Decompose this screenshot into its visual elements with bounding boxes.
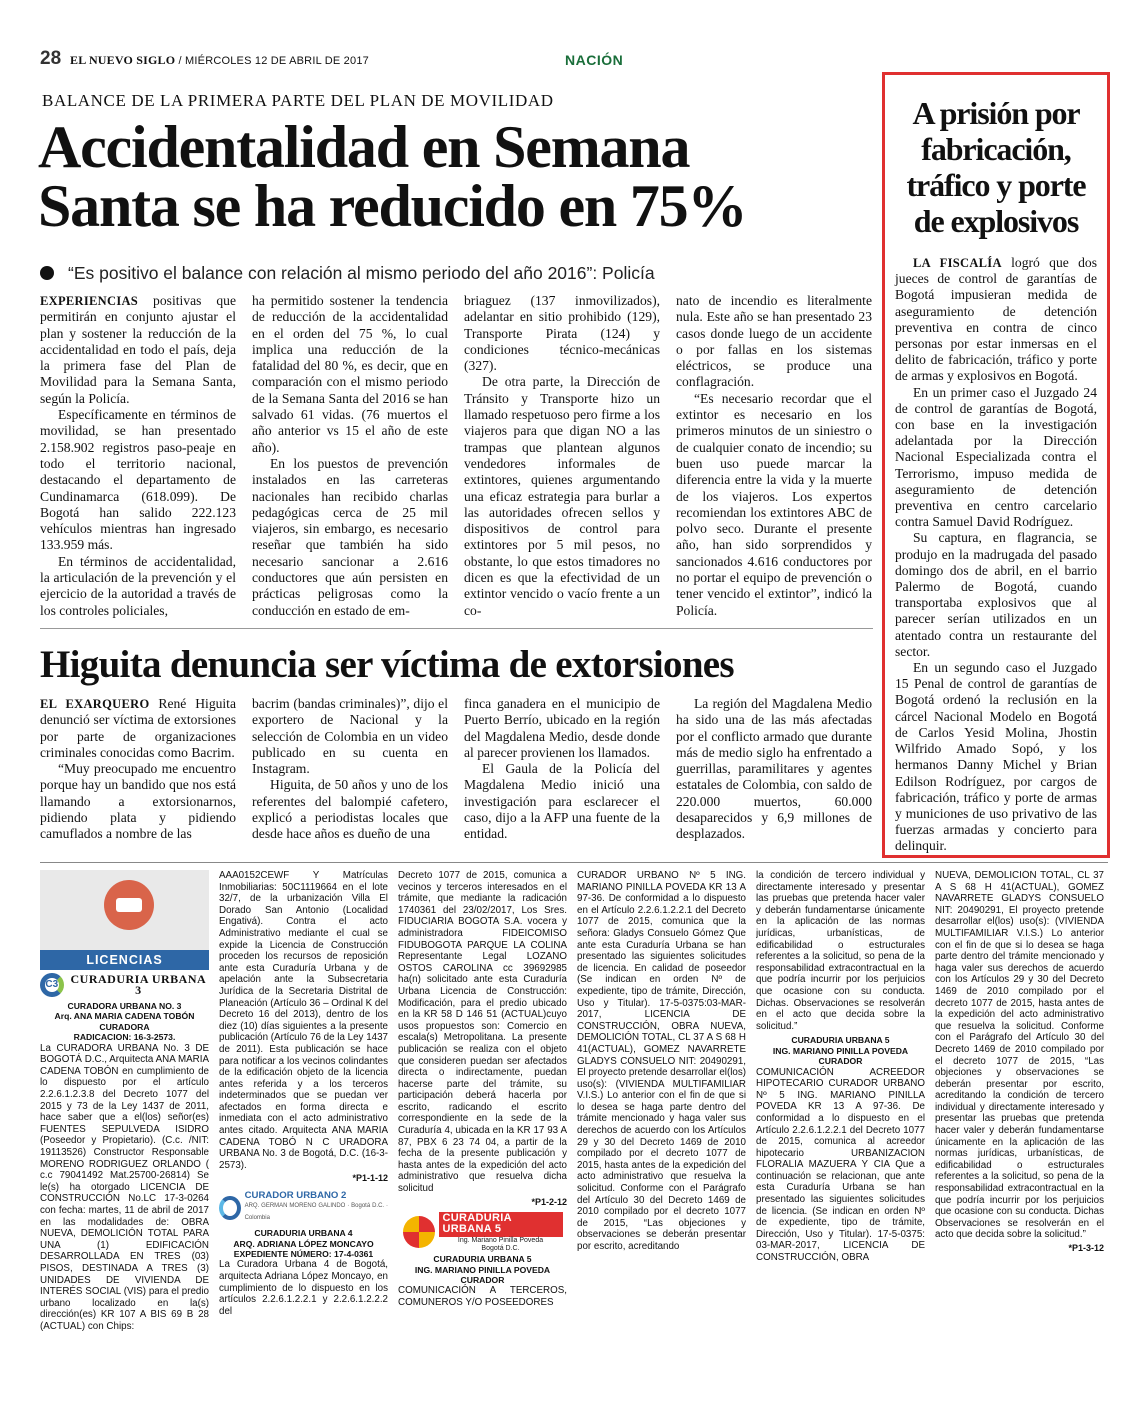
lead-word: LA FISCALÍA [913,256,1002,270]
article2-column-3: finca ganadera en el municipio de Puerto Berrío, ubicado en la región del Magdalena Medio, desde donde al parecer provienen los llamados. El Gaula de la Policía del Magdalena Medio inició una investigación para esclarecer el caso, dijo a la AFP una fuente de la entidad. [464,696,660,842]
article1-kicker: BALANCE DE LA PRIMERA PARTE DEL PLAN DE MOVILIDAD [42,91,554,110]
publication-name: EL NUEVO SIGLO / MIÉRCOLES 12 DE ABRIL DE 2017 [70,53,369,67]
publication-date: / MIÉRCOLES 12 DE ABRIL DE 2017 [175,55,369,67]
licencias-label: LICENCIAS [40,950,209,970]
concrete-mixer-icon [104,880,154,930]
curaduria-5-logo: CURADURIA URBANA 5 Ing. Mariano Pinilla Poveda Bogotá D.C. [403,1214,563,1250]
licencias-banner [40,870,209,950]
bullet-icon [40,266,54,280]
article1-subtitle: “Es positivo el balance con relación al mismo periodo del año 2016”: Policía [40,263,860,284]
sidebar-body: LA FISCALÍA logró que dos jueces de control de garantías de Bogotá impusieran medida de aseguramiento de detención preventiva en contra de cinco personas por estar inmersas en el delito de fabricación, tráfico y porte de armas y explosivos en Bogotá. En un primer caso el Juzgado 24 de control de garantías de Bogotá, con base en la investigación adelantada por la Dirección Nacional Especializada contra el Terrorismo, impuso medida de aseguramiento de detención preventiva en centro carcelario contra Samuel David Rodríguez. Su captura, en flagrancia, se produjo en la madrugada del pasado domingo dos de abril, en el barrio Palermo de Bogotá, cuando transportaba explosivos que al parecer serían utilizados en un atentado contra un restaurante del sector. En un segundo caso el Juzgado 15 Penal de control de garantías de Bogotá ordenó la reclusión en la cárcel Nacional Modelo en Bogotá de Carlos Yesid Molina, Jhostin Wilfrido Amado Sopó, y los hermanos Danny Michel y Brian Edilson Rodríguez, por cargos de fabricación, tráfico y porte de armas y municiones de uso privativo de las fuerzas armadas y concierto para delinquir. [895,255,1097,854]
lead-word: EXPERIENCIAS [40,294,139,308]
c5-logo-icon [403,1216,435,1248]
section-label: NACIÓN [565,52,624,68]
article1-column-1: EXPERIENCIAS positivas que permitirán en conjunto ajustar el plan y sostener la reducción de la accidentalidad en todo el país, deja la primera fase del Plan de Movilidad para la Semana Santa, según la Policía. Específicamente en términos de movilidad, se han presentado 2.158.902 registros paso-peaje en todo el territorio nacional, destacando el departamento de Cundinamarca (618.099). De Bogotá han salido 222.123 vehículos mientras han ingresado 133.959 más. En términos de accidentalidad, la articulación de la prevención y el ejercicio de la autoridad a través de los controles policiales, [40,293,236,618]
article1-column-4: nato de incendio es literalmente nula. Este año se han presentado 23 casos donde luego de un accidente o por fallas en los sistemas eléctricos, se produce una conflagración. “Es necesario recordar que el extintor es necesario en los primeros minutos de un siniestro o de cualquier conato de incendio; su buen uso puede marcar la diferencia entre la vida y la muerte de los viajeros. Los expertos recomiendan los extintores ABC de polvo seco. Durante el presente año, han sido sorprendidos y sancionados 4.616 conductores por no portar el equipo de prevención o tener vencido el extintor”, indicó la Policía. [676,293,872,618]
article1-column-3: briaguez (137 inmovilizados), adelantar en sitio prohibido (129), Transporte Pirata (124) y condiciones técnico-mecánicas (327). De otra parte, la Dirección de Tránsito y Transporte hizo un llamado respetuoso pero firme a los viajeros para que digan NO a las trampas que plantean algunos vendedores informales de extintores, quienes argumentando una eficaz estrategia para burlar a las autoridades ofrecen sellos y dispositivos de control para extintores por 5 mil pesos, no obstante, lo que estos timadores no dicen es que la efectividad de un extintor vencido o vacío frente a un co- [464,293,660,618]
article2-body [40,696,872,843]
legal-column-4: CURADOR URBANO Nº 5 ING. MARIANO PINILLA POVEDA KR 13 A 97-36. De conformidad a lo dispuesto en el Artículo 2.2.6.1.2.2.1 del Decreto 1077 de 2015, comunica que la señora: Gladys Consuelo Gómez Que ante esta Curaduría Urbana se han presentado las siguientes solicitudes de licencia. En calidad de poseedor (Se indican en orden Nº de expediente, tipo de trámite, Dirección, Uso y Titular). 17-5-0375:03-MAR-2017, LICENCIA DE CONSTRUCCIÓN, OBRA NUEVA, DEMOLICIÓN TOTAL, CL 37 A S 68 H 41(ACTUAL), GOMEZ NAVARRETE GLADYS CONSUELO NIT: 20490291, El proyecto pretende desarrollar el(los) uso(s): (VIVIENDA MULTIFAMILIAR V.I.S.) Lo anterior con el fin de que si lo desea se haga parte dentro del trámite mencionado y haga valer sus derechos de acuerdo con los Artículos 29 y 30 del Decreto 1469 de 2010 compilado por el decreto 1077 de 2015, hasta antes de la expedición del acto administrativo que resuelva la solicitud. Conforme con el Parágrafo del Artículo 30 del Decreto 1469 de 2010 compilado por el decreto 1077 de 2015, “Las objeciones y observaciones se deberán presentar por escrito, acreditando [577,870,746,1252]
article2-column-4: La región del Magdalena Medio ha sido una de las más afectadas por el conflicto armado que durante más de medio siglo ha enfrentado a guerrillas, paramilitares y agentes estatales de Colombia, con saldo de 220.000 muertos, 60.000 desaparecidos y 6,9 millones de desplazados. [676,696,872,842]
sidebar-headline: A prisión por fabricación, tráfico y porte de explosivos [906,95,1086,239]
article2-headline: Higuita denuncia ser víctima de extorsiones [40,643,734,686]
page-header [40,48,1105,74]
article1-body [40,293,872,619]
lead-word: EL EXARQUERO [40,697,150,711]
legal-column-1: LICENCIAS C3 CURADURIA URBANA 3 CURADORA URBANA NO. 3 Arq. ANA MARIA CADENA TOBÓN CURADORA RADICACION: 16-3-2573. La CURADORA URBANA No. 3 DE BOGOTÁ D.C., Arquitecta ANA MARIA CADENA TOBÓN en cumplimiento de lo dispuesto por el artículo 2.2.6.1.2.3.8 del Decreto 1077 del 2015 y 73 de la Ley 1437 de 2011, hace saber que a el(los) señor(es) FUENTES SEPULVEDA ISIDRO (Poseedor y Propietario). (C.c. /NIT: 19113526) Constructor Responsable MORENO RODRIGUEZ ORLANDO ( c.c 79041492 Mat.25700-26814) Se le(s) ha otorgado LICENCIA DE CONSTRUCCIÓN No.LC 17-3-0264 con fecha: martes, 11 de abril de 2017 en las modalidades de: OBRA NUEVA, DEMOLICIÓN TOTAL PARA UNA (1) EDIFICACIÓN DESARROLLADA EN TRES (03) PISOS, DESTINADA A TRES (3) UNIDADES DE VIVIENDA DE INTERÉS SOCIAL (VIS) para el predio urbano localizado en la(s) dirección(es) KR 107 A BIS 69 B 28 (ACTUAL) con Chips: [40,870,209,1386]
article-divider [40,628,873,629]
legal-notices [40,870,1108,1386]
legal-column-6: NUEVA, DEMOLICIÓN TOTAL, CL 37 A S 68 H 41(ACTUAL), GOMEZ NAVARRETE GLADYS CONSUELO NIT: 20490291, El proyecto pretende desarrollar el(los) uso(s): (VIVIENDA MULTIFAMILIAR V.I.S.) Lo anterior con el fin de que si lo desea se haga parte dentro del trámite mencionado y haga valer sus derechos de acuerdo con los Artículos 29 y 30 del Decreto 1469 de 2010 compilado por el decreto 1077 de 2015, hasta antes de la expedición del acto administrativo que resuelva la solicitud. Conforme con el Parágrafo del Artículo 30 del Decreto 1469 de 2010 compilado por el decreto 1077 de 2015, “Las objeciones y observaciones se deberán presentar por escrito, acreditando la condición de tercero individual y directamente interesado y presentar las pruebas que pretenda hacer valer y deberán fundamentarse únicamente en la aplicación de las normas jurídicas, urbanísticas, de edificabilidad o estructurales referentes a la solicitud, so pena de la responsabilidad extracontractual en la que podría incurrir por los perjuicios que ocasione con su conducta. Dichas Observaciones se resolverán en el acto que decida sobre la solicitud.” *P1-3-12 [935,870,1104,1253]
c2-logo-icon [219,1196,241,1220]
page-number: 28 [40,48,62,69]
sidebar-article [882,72,1110,858]
curaduria-3-logo: C3 CURADURIA URBANA 3 [40,973,209,997]
article2-column-1: EL EXARQUERO René Higuita denunció ser víctima de extorsiones por parte de organizaciones criminales conocidas como Bacrim. “Muy preocupado me encuentro porque hay un bandido que nos está llamando a extorsionarnos, pidiendo plata y pidiendo camuflados a nombre de las [40,696,236,842]
legal-column-2: AAA0152CEWF Y Matrículas Inmobiliarias: 50C1119664 en el lote 32/7, de la urbanización Villa El Dorado San Antonio (Localidad Engativá). Contra el acto Administrativo mediante el cual se expide la Licencia de Construcción proceden los recursos de reposición ante esta Curaduría Urbana y de apelación ante la Subsecretaria Jurídica de la Secretaria Distrital de Planeación (Artículo 36 – Ordinal K del Decreto 16 del 2013), dentro de los diez (10) días siguientes a la presente publicación (Artículo 76 de la Ley 1437 de 2011). Esta publicación se hace para notificar a los vecinos colindantes de la edificación objeto de la licencia antes referida y a los terceros indeterminados que se puedan ver afectados en forma directa e inmediata con el acto administrativo antes citado. Arquitecta ANA MARIA CADENA TOBÓ N C URADORA URBANA No. 3 de Bogotá, D.C. (16-3-2573). *P1-1-12 CURADOR URBANO 2 ARQ. GERMAN MORENO GALINDO · Bogotá D.C. · Colombia CURADURIA URBANA 4 ARQ. ADRIANA LÓPEZ MONCAYO EXPEDIENTE NÚMERO: 17-4-0361 La Curadora Urbana 4 de Bogotá, arquitecta Adriana López Moncayo, en cumplimiento de lo dispuesto en los artículos 2.2.6.1.2.2.1 y 2.2.6.1.2.2.2 del [219,870,388,1317]
c3-logo-icon: C3 [40,973,64,997]
article2-column-2: bacrim (bandas criminales)”, dijo el exportero de Nacional y la selección de Colombia en un video publicado en su cuenta en Instagram. Higuita, de 50 años y uno de los referentes del balompié cafetero, explicó a periodistas locales que desde hace años es dueño de una [252,696,448,842]
legal-column-5: la condición de tercero individual y directamente interesado y presentar las pruebas que pretenda hacer valer y deberán fundamentarse únicamente en la aplicación de las normas jurídicas, urbanísticas, de edificabilidad o estructurales referentes a la solicitud, so pena de la responsabilidad extracontractual en la que podría incurrir por los perjuicios que ocasione con su conducta. Dichas. Observaciones se resolverán en el acto que decida sobre la solicitud.” CURADURIA URBANA 5 ING. MARIANO PINILLA POVEDA CURADOR COMUNICACIÓN ACREEDOR HIPOTECARIO CURADOR URBANO Nº 5 ING. MARIANO PINILLA POVEDA KR 13 A 97-36. De conformidad a lo dispuesto en el Artículo 2.2.6.1.2.2.1 del Decreto 1077 de 2015, comunica al acreedor hipotecario URBANIZACION FLORALIA MAZUERA Y CIA Que a continuación se relacionan, que ante esta Curaduría Urbana se han presentado las siguientes solicitudes de licencia. (Se indican en orden Nº de expediente, tipo de trámite, Dirección, Uso y Titular). 17-5-0375: 03-MAR-2017, LICENCIA DE CONSTRUCCIÓN, OBRA [756,870,925,1264]
legal-column-3: Decreto 1077 de 2015, comunica a vecinos y terceros interesados en el trámite, que mediante la radicación 1740361 del 23/02/2017, Los Sres. FIDUCIARIA BOGOTA S.A. vocera y administradora FIDEICOMISO FIDUBOGOTA PARQUE LA COLINA Representante Legal LOZANO OSTOS CAROLINA cc 39692985 ha(n) solicitado ante esta Curaduría Urbana Licencia de Construcción: Modificación, para el predio ubicado en la KR 58 D 146 51 (ACTUAL)cuyo usos propuestos son: Comercio en escala(s) Metropolitana. La presente publicación se realiza con el objeto que consideren puedan ser afectados directa o indirectamente, puedan hacerse parte del trámite, su participación deberá hacerla por escrito, radicando el escrito correspondiente en la sede de la Curaduría 4, ubicada en la KR 17 93 A 87, PBX 6 23 74 04, a partir de la fecha de la presente publicación y hasta antes de la expedición del acto administrativo que resuelva dicha solicitud *P1-2-12 CURADURIA URBANA 5 Ing. Mariano Pinilla Poveda Bogotá D.C. CURADURIA URBANA 5 ING. MARIANO PINILLA POVEDA CURADOR COMUNICACIÓN A TERCEROS, COMUNEROS Y/O POSEEDORES [398,870,567,1309]
legal-divider [40,862,1108,863]
article1-headline: Accidentalidad en Semana Santa se ha reducido en 75% [38,114,747,239]
article1-column-2: ha permitido sostener la tendencia de reducción de la accidentalidad en el orden del 75 %, lo cual implica una reducción de la fatalidad del 80 %, es decir, que en comparación con el mismo periodo de la Semana Santa del 2016 se han salvado 61 vidas. (76 muertos el año anterior vs 15 el año de este año). En los puestos de prevención instalados en las carreteras nacionales han recibido charlas pedagógicas cerca de 25 mil viajeros, sin embargo, es necesario reseñar que también ha sido necesario sancionar a 2.616 conductores que aún persisten en prácticas peligrosas como la conducción en estado de em- [252,293,448,618]
curador-urbano-2-logo: CURADOR URBANO 2 ARQ. GERMAN MORENO GALINDO · Bogotá D.C. · Colombia [219,1191,388,1224]
